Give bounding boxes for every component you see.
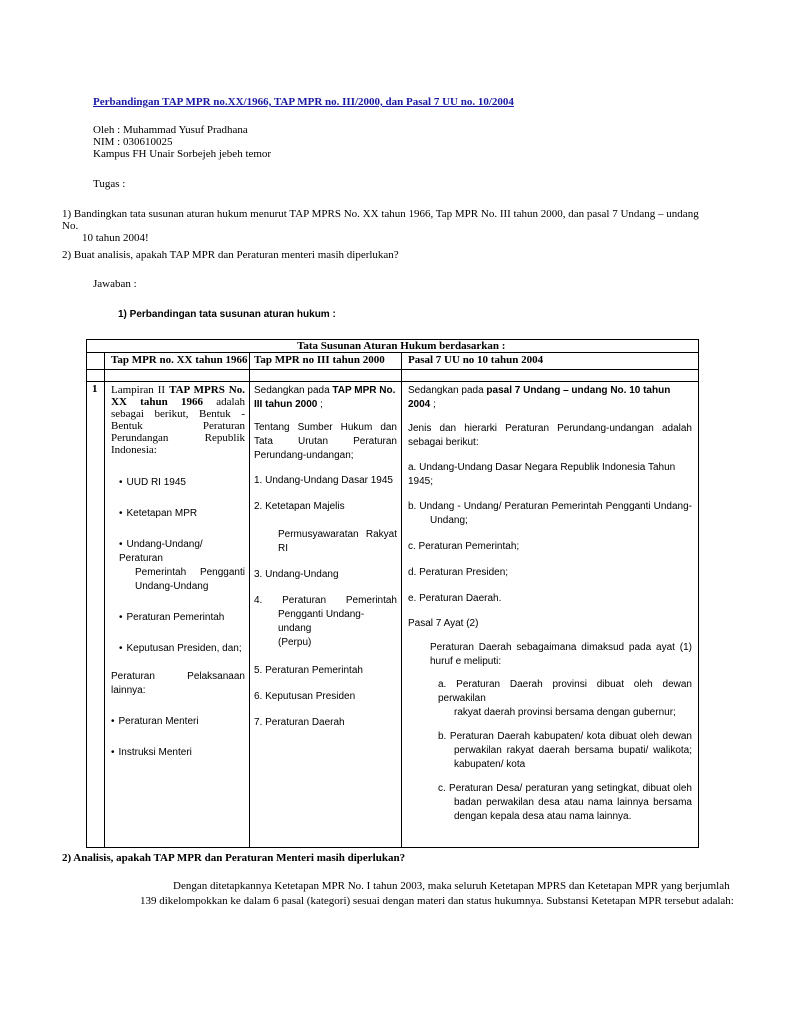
- c1-item-permen: • Peraturan Menteri: [111, 715, 245, 729]
- analysis-paragraph: [140, 880, 734, 907]
- c3-perda-a: a. Peraturan Daerah provinsi dibuat oleh dewan perwakilan rakyat daerah provinsi bersama dengan gubernur;: [438, 679, 692, 718]
- header-tap-2000: Tap MPR no III tahun 2000: [250, 353, 402, 370]
- analysis-line2: 139 dikelompokkan ke dalam 6 pasal (kategori) sesuai dengan materi dan status hukumnya. Substansi Ketetapan MPR tersebut adalah:: [140, 895, 734, 907]
- section-2-heading: 2) Analisis, apakah TAP MPR dan Peraturan Menteri masih diperlukan?: [62, 852, 406, 864]
- c1-item-pp: • Peraturan Pemerintah: [111, 611, 245, 625]
- c2-item-2b: Permusyawaratan Rakyat RI: [278, 529, 397, 554]
- question-1-line2: 10 tahun 2004!: [82, 232, 149, 244]
- header-tap-1966: Tap MPR no. XX tahun 1966: [105, 353, 250, 370]
- c3-perda-c: c. Peraturan Desa/ peraturan yang setingkat, dibuat oleh badan perwakilan desa atau nama lainnya bersama dengan kepala desa atau nama lainnya.: [438, 783, 692, 822]
- header-uu-2004: Pasal 7 UU no 10 tahun 2004: [402, 353, 699, 370]
- c3-item-a: a. Undang-Undang Dasar Negara Republik Indonesia Tahun 1945;: [408, 462, 676, 487]
- c2-item-2: 2. Ketetapan Majelis: [254, 501, 345, 512]
- comparison-table: [86, 339, 699, 848]
- section-1-heading: 1) Perbandingan tata susunan aturan hukum :: [118, 309, 336, 320]
- author-name: Oleh : Muhammad Yusuf Pradhana: [93, 124, 248, 136]
- author-nim: NIM : 030610025: [93, 136, 173, 148]
- c2-item-3: 3. Undang-Undang: [254, 569, 339, 580]
- c1-intro: Lampiran II TAP MPRS No. XX tahun 1966 adalah sebagai berikut, Bentuk - Bentuk Peraturan Perundangan Republik Indonesia:: [111, 384, 245, 456]
- tugas-label: Tugas :: [93, 178, 126, 190]
- c3-jenis: Jenis dan hierarki Peraturan Perundang-undangan adalah sebagai berikut:: [408, 423, 692, 448]
- c1-pelaksanaan: Peraturan Pelaksanaan lainnya:: [111, 671, 245, 696]
- c2-tentang: Tentang Sumber Hukum dan Tata Urutan Peraturan Perundang-undangan;: [254, 422, 397, 461]
- c2-intro: Sedangkan pada TAP MPR No. III tahun 2000 ;: [254, 385, 396, 410]
- question-2: 2) Buat analisis, apakah TAP MPR dan Peraturan menteri masih diperlukan?: [62, 249, 399, 261]
- c2-item-5: 5. Peraturan Pemerintah: [254, 665, 363, 676]
- author-block: [93, 124, 271, 160]
- row-number: 1: [87, 382, 105, 848]
- question-1-line1: 1) Bandingkan tata susunan aturan hukum menurut TAP MPRS No. XX tahun 1966, Tap MPR No. III tahun 2000, dan pasal 7 Undang – undang No.: [62, 208, 699, 232]
- question-1: [62, 208, 712, 244]
- c3-item-d: d. Peraturan Presiden;: [408, 567, 509, 578]
- c2-item-7: 7. Peraturan Daerah: [254, 717, 345, 728]
- analysis-line1: Dengan ditetapkannya Ketetapan MPR No. I tahun 2003, maka seluruh Ketetapan MPRS dan Ketetapan MPR yang berjumlah: [173, 880, 730, 892]
- c1-item-keppres: • Keputusan Presiden, dan;: [111, 642, 245, 656]
- c3-item-b: b. Undang - Undang/ Peraturan Pemerintah Pengganti Undang- Undang;: [408, 501, 692, 526]
- c2-item-4: 4. Peraturan Pemerintah Pengganti Undang-undang (Perpu): [254, 595, 397, 648]
- c2-item-6: 6. Keputusan Presiden: [254, 691, 356, 702]
- cell-uu-2004: [402, 382, 699, 848]
- c1-item-instruksi: • Instruksi Menteri: [111, 746, 245, 760]
- c3-perda-b: b. Peraturan Daerah kabupaten/ kota dibuat oleh dewan perwakilan rakyat daerah bersama bupati/ walikota; kabupaten/ kota: [438, 731, 692, 770]
- c1-item-ketetapan: • Ketetapan MPR: [111, 507, 245, 521]
- c3-item-e: e. Peraturan Daerah.: [408, 593, 502, 604]
- jawaban-label: Jawaban :: [93, 278, 137, 290]
- cell-tap-2000: [250, 382, 402, 848]
- c1-item-undang: • Undang-Undang/ Peraturan Pemerintah Pengganti Undang-Undang: [111, 538, 245, 594]
- c2-item-1: 1. Undang-Undang Dasar 1945: [254, 475, 393, 486]
- table-main-header: Tata Susunan Aturan Hukum berdasarkan :: [105, 340, 699, 353]
- c3-intro: Sedangkan pada pasal 7 Undang – undang No. 10 tahun 2004 ;: [408, 385, 671, 410]
- author-campus: Kampus FH Unair Sorbejeh jebeh temor: [93, 148, 272, 160]
- cell-tap-1966: [105, 382, 250, 848]
- c3-perda-intro: Peraturan Daerah sebagaimana dimaksud pada ayat (1) huruf e meliputi:: [430, 642, 692, 667]
- document-title[interactable]: Perbandingan TAP MPR no.XX/1966, TAP MPR no. III/2000, dan Pasal 7 UU no. 10/2004: [93, 96, 514, 108]
- c3-item-c: c. Peraturan Pemerintah;: [408, 541, 520, 552]
- c3-pasal-7-ayat-2: Pasal 7 Ayat (2): [408, 618, 479, 629]
- c1-item-uud: • UUD RI 1945: [111, 476, 245, 490]
